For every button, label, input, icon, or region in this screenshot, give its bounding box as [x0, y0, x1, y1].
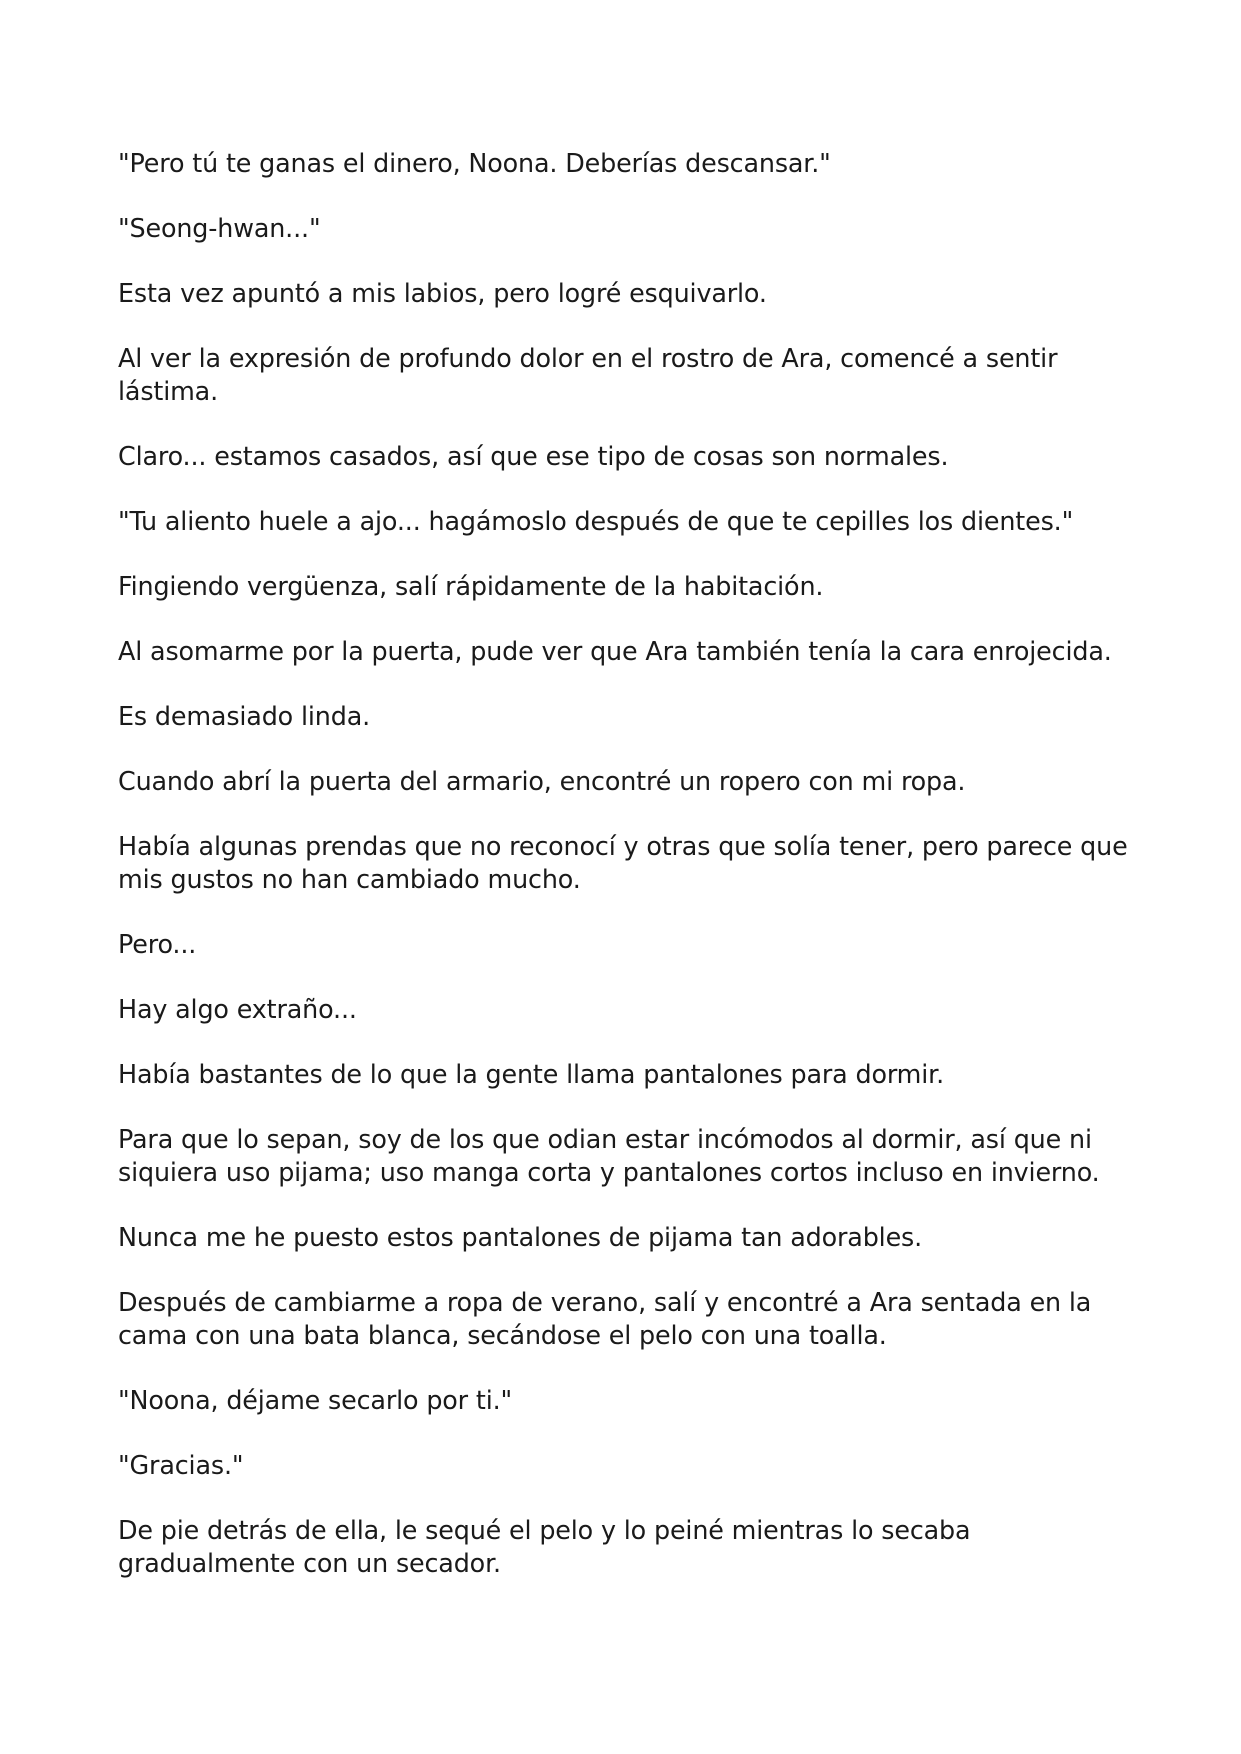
paragraph: "Noona, déjame secarlo por ti.": [118, 1385, 513, 1415]
paragraph: Hay algo extraño...: [118, 994, 357, 1024]
paragraph: Después de cambiarme a ropa de verano, salí y encontré a Ara sentada en la cama con una bata blanca, secándose el pelo con una toalla.: [118, 1287, 1092, 1350]
paragraph: Fingiendo vergüenza, salí rápidamente de la habitación.: [118, 571, 824, 601]
paragraph: Había algunas prendas que no reconocí y otras que solía tener, pero parece que mis gustos no han cambiado mucho.: [118, 831, 1128, 894]
paragraph: De pie detrás de ella, le sequé el pelo y lo peiné mientras lo secaba gradualmente con un secador.: [118, 1515, 971, 1578]
paragraph: Para que lo sepan, soy de los que odian estar incómodos al dormir, así que ni siquiera uso pijama; uso manga corta y pantalones cortos incluso en invierno.: [118, 1124, 1100, 1187]
paragraph: Claro... estamos casados, así que ese tipo de cosas son normales.: [118, 441, 949, 471]
paragraph: "Seong-hwan...": [118, 213, 321, 243]
paragraph: "Pero tú te ganas el dinero, Noona. Deberías descansar.": [118, 148, 831, 178]
paragraph: Había bastantes de lo que la gente llama pantalones para dormir.: [118, 1059, 945, 1089]
paragraph: Al asomarme por la puerta, pude ver que Ara también tenía la cara enrojecida.: [118, 636, 1112, 666]
paragraph: "Gracias.": [118, 1450, 244, 1480]
paragraph: Pero...: [118, 929, 197, 959]
paragraph: Nunca me he puesto estos pantalones de pijama tan adorables.: [118, 1222, 923, 1252]
paragraph: Es demasiado linda.: [118, 701, 371, 731]
paragraph: Esta vez apuntó a mis labios, pero logré esquivarlo.: [118, 278, 767, 308]
paragraph: Al ver la expresión de profundo dolor en el rostro de Ara, comencé a sentir lástima.: [118, 343, 1058, 406]
paragraph: "Tu aliento huele a ajo... hagámoslo después de que te cepilles los dientes.": [118, 506, 1074, 536]
paragraph: Cuando abrí la puerta del armario, encontré un ropero con mi ropa.: [118, 766, 966, 796]
page-body: [118, 147, 1128, 1612]
